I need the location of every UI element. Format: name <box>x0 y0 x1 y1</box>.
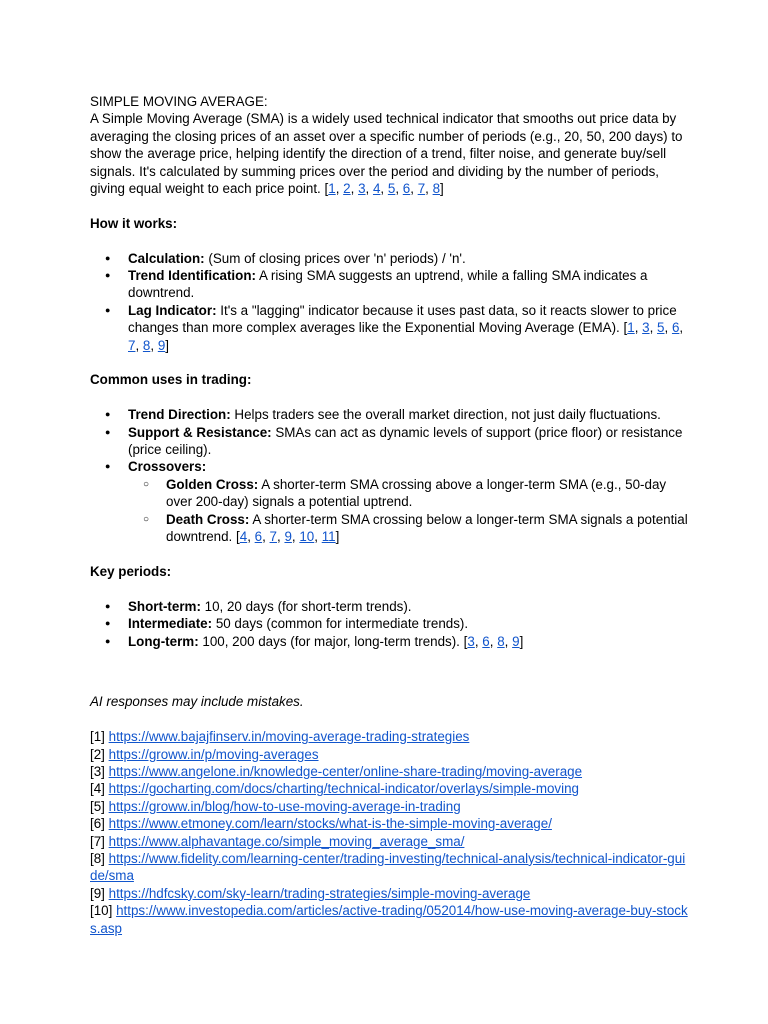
citation-link[interactable]: 6 <box>671 320 680 336</box>
subitem-citations: [4, 6, 7, 9, 10, 11] <box>236 529 340 545</box>
intro-paragraph <box>90 110 690 197</box>
reference-item <box>90 902 690 937</box>
reference-item <box>90 833 690 850</box>
citation-link[interactable]: 9 <box>512 633 520 649</box>
citation-link[interactable]: 8 <box>142 337 151 353</box>
subitem-text: A shorter-term SMA crossing above a longer-term SMA (e.g., 50-day over 200-day) signals a potential uptrend. <box>166 476 667 510</box>
citation-link[interactable]: 3 <box>467 633 475 649</box>
citation-link[interactable]: 6 <box>482 633 490 649</box>
reference-link[interactable]: https://groww.in/blog/how-to-use-moving-average-in-trading <box>108 798 461 814</box>
period-item-label: Intermediate: <box>128 616 213 632</box>
reference-item <box>90 798 690 815</box>
reference-link[interactable]: https://www.etmoney.com/learn/stocks/what-is-the-simple-moving-average/ <box>108 816 552 832</box>
use-item-crossovers <box>90 458 690 545</box>
key-periods-list <box>90 598 690 650</box>
period-item-long-term <box>90 633 690 650</box>
reference-number: [4] <box>90 781 105 797</box>
citation-link[interactable]: 8 <box>497 633 505 649</box>
use-item-label: Trend Direction: <box>128 407 231 423</box>
period-item-citations: [3, 6, 8, 9] <box>463 633 524 649</box>
how-item-label: Trend Identification: <box>128 268 256 284</box>
reference-link[interactable]: https://hdfcsky.com/sky-learn/trading-strategies/simple-moving-average <box>108 885 531 901</box>
how-item-lag-indicator <box>90 302 690 354</box>
how-item-citations: [1, 3, 5, 6, 7, 8, 9] <box>128 320 684 353</box>
common-uses-list <box>90 406 690 545</box>
reference-item <box>90 850 690 885</box>
reference-number: [5] <box>90 798 105 814</box>
how-it-works-list <box>90 250 690 354</box>
references-list <box>90 728 690 937</box>
reference-number: [2] <box>90 746 105 762</box>
how-item-text: A rising SMA suggests an uptrend, while a falling SMA indicates a downtrend. <box>128 268 648 301</box>
citation-link[interactable]: 5 <box>657 320 665 336</box>
citation-link[interactable]: 9 <box>284 529 292 545</box>
reference-item <box>90 885 690 902</box>
reference-link[interactable]: https://www.investopedia.com/articles/active-trading/052014/how-use-moving-average-buy-stocks.asp <box>90 903 688 936</box>
document-content <box>90 93 690 937</box>
reference-item <box>90 763 690 780</box>
subitem-label: Death Cross: <box>166 511 250 527</box>
key-periods-title: Key periods: <box>90 563 172 579</box>
period-item-text: 50 days (common for intermediate trends). <box>212 616 469 632</box>
reference-link[interactable]: https://www.fidelity.com/learning-center/trading-investing/technical-analysis/technical-indicator-guide/sma <box>90 850 686 884</box>
citation-link[interactable]: 9 <box>157 337 166 353</box>
reference-item <box>90 780 690 797</box>
period-item-text: 100, 200 days (for major, long-term trends). <box>198 633 460 649</box>
citation-link[interactable]: 5 <box>387 181 396 197</box>
intro-citations: [1, 2, 3, 4, 5, 6, 7, 8] <box>324 181 444 197</box>
intro-body: A Simple Moving Average (SMA) is a widely used technical indicator that smooths out price data by averaging the closing prices of an asset over a specific number of periods (e.g., 20, 50, 200 days) to show the average price, helping identify the direction of a trend, filter noise, and generate buy/sell signals. It's calculated by summing prices over the period and dividing by the number of periods, giving equal weight to each price point. <box>90 111 683 197</box>
citation-link[interactable]: 6 <box>402 181 411 197</box>
citation-link[interactable]: 2 <box>343 181 351 197</box>
use-item-support-resistance <box>90 424 690 459</box>
reference-link[interactable]: https://www.angelone.in/knowledge-center/online-share-trading/moving-average <box>108 763 583 779</box>
reference-number: [8] <box>90 850 105 866</box>
how-item-trend-identification <box>90 267 690 302</box>
how-item-text: It's a "lagging" indicator because it uses past data, so it reacts slower to price changes than more complex averages like the Exponential Moving Average (EMA). <box>128 302 677 336</box>
use-item-label: Support & Resistance: <box>128 424 272 440</box>
how-item-label: Calculation: <box>128 250 205 266</box>
citation-link[interactable]: 7 <box>417 181 426 197</box>
period-item-label: Long-term: <box>128 633 199 649</box>
ai-disclaimer: AI responses may include mistakes. <box>90 694 304 710</box>
how-it-works-title: How it works: <box>90 215 178 231</box>
common-uses-title: Common uses in trading: <box>90 372 252 388</box>
reference-number: [7] <box>90 833 105 849</box>
subitem-death-cross <box>128 511 690 546</box>
crossovers-sublist <box>128 476 690 546</box>
citation-link[interactable]: 3 <box>358 181 366 197</box>
period-item-label: Short-term: <box>128 598 201 614</box>
citation-link[interactable]: 1 <box>627 320 635 336</box>
subitem-golden-cross <box>128 476 690 511</box>
reference-link[interactable]: https://groww.in/p/moving-averages <box>108 746 319 762</box>
citation-link[interactable]: 8 <box>432 181 441 197</box>
reference-link[interactable]: https://www.bajajfinserv.in/moving-average-trading-strategies <box>108 729 470 745</box>
citation-link[interactable]: 7 <box>128 337 136 353</box>
reference-item <box>90 728 690 745</box>
citation-link[interactable]: 4 <box>372 181 381 197</box>
reference-link[interactable]: https://www.alphavantage.co/simple_moving_average_sma/ <box>108 833 465 849</box>
how-item-calculation <box>90 250 690 267</box>
use-item-label: Crossovers: <box>128 459 207 475</box>
citation-link[interactable]: 4 <box>239 529 248 545</box>
reference-number: [9] <box>90 885 105 901</box>
reference-number: [6] <box>90 816 105 832</box>
subitem-text: A shorter-term SMA crossing below a longer-term SMA signals a potential downtrend. <box>166 511 688 545</box>
citation-link[interactable]: 11 <box>321 529 336 545</box>
reference-link[interactable]: https://gocharting.com/docs/charting/technical-indicator/overlays/simple-moving <box>108 781 579 797</box>
reference-number: [3] <box>90 763 105 779</box>
citation-link[interactable]: 10 <box>299 529 315 545</box>
period-item-short-term <box>90 598 690 615</box>
use-item-text: Helps traders see the overall market direction, not just daily fluctuations. <box>230 407 661 423</box>
use-item-trend-direction <box>90 406 690 423</box>
reference-item <box>90 815 690 832</box>
period-item-intermediate <box>90 615 690 632</box>
how-item-text: (Sum of closing prices over 'n' periods) / 'n'. <box>204 250 466 266</box>
reference-number: [10] <box>90 903 113 919</box>
reference-item <box>90 746 690 763</box>
period-item-text: 10, 20 days (for short-term trends). <box>200 598 412 614</box>
citation-link[interactable]: 6 <box>254 529 263 545</box>
intro-heading: SIMPLE MOVING AVERAGE: <box>90 94 268 109</box>
use-item-text: SMAs can act as dynamic levels of support (price floor) or resistance (price ceiling). <box>128 424 683 458</box>
reference-number: [1] <box>90 729 105 745</box>
subitem-label: Golden Cross: <box>166 476 259 492</box>
how-item-label: Lag Indicator: <box>128 302 217 318</box>
citation-link[interactable]: 1 <box>328 181 336 197</box>
citation-link[interactable]: 3 <box>642 320 650 336</box>
citation-link[interactable]: 7 <box>269 529 277 545</box>
